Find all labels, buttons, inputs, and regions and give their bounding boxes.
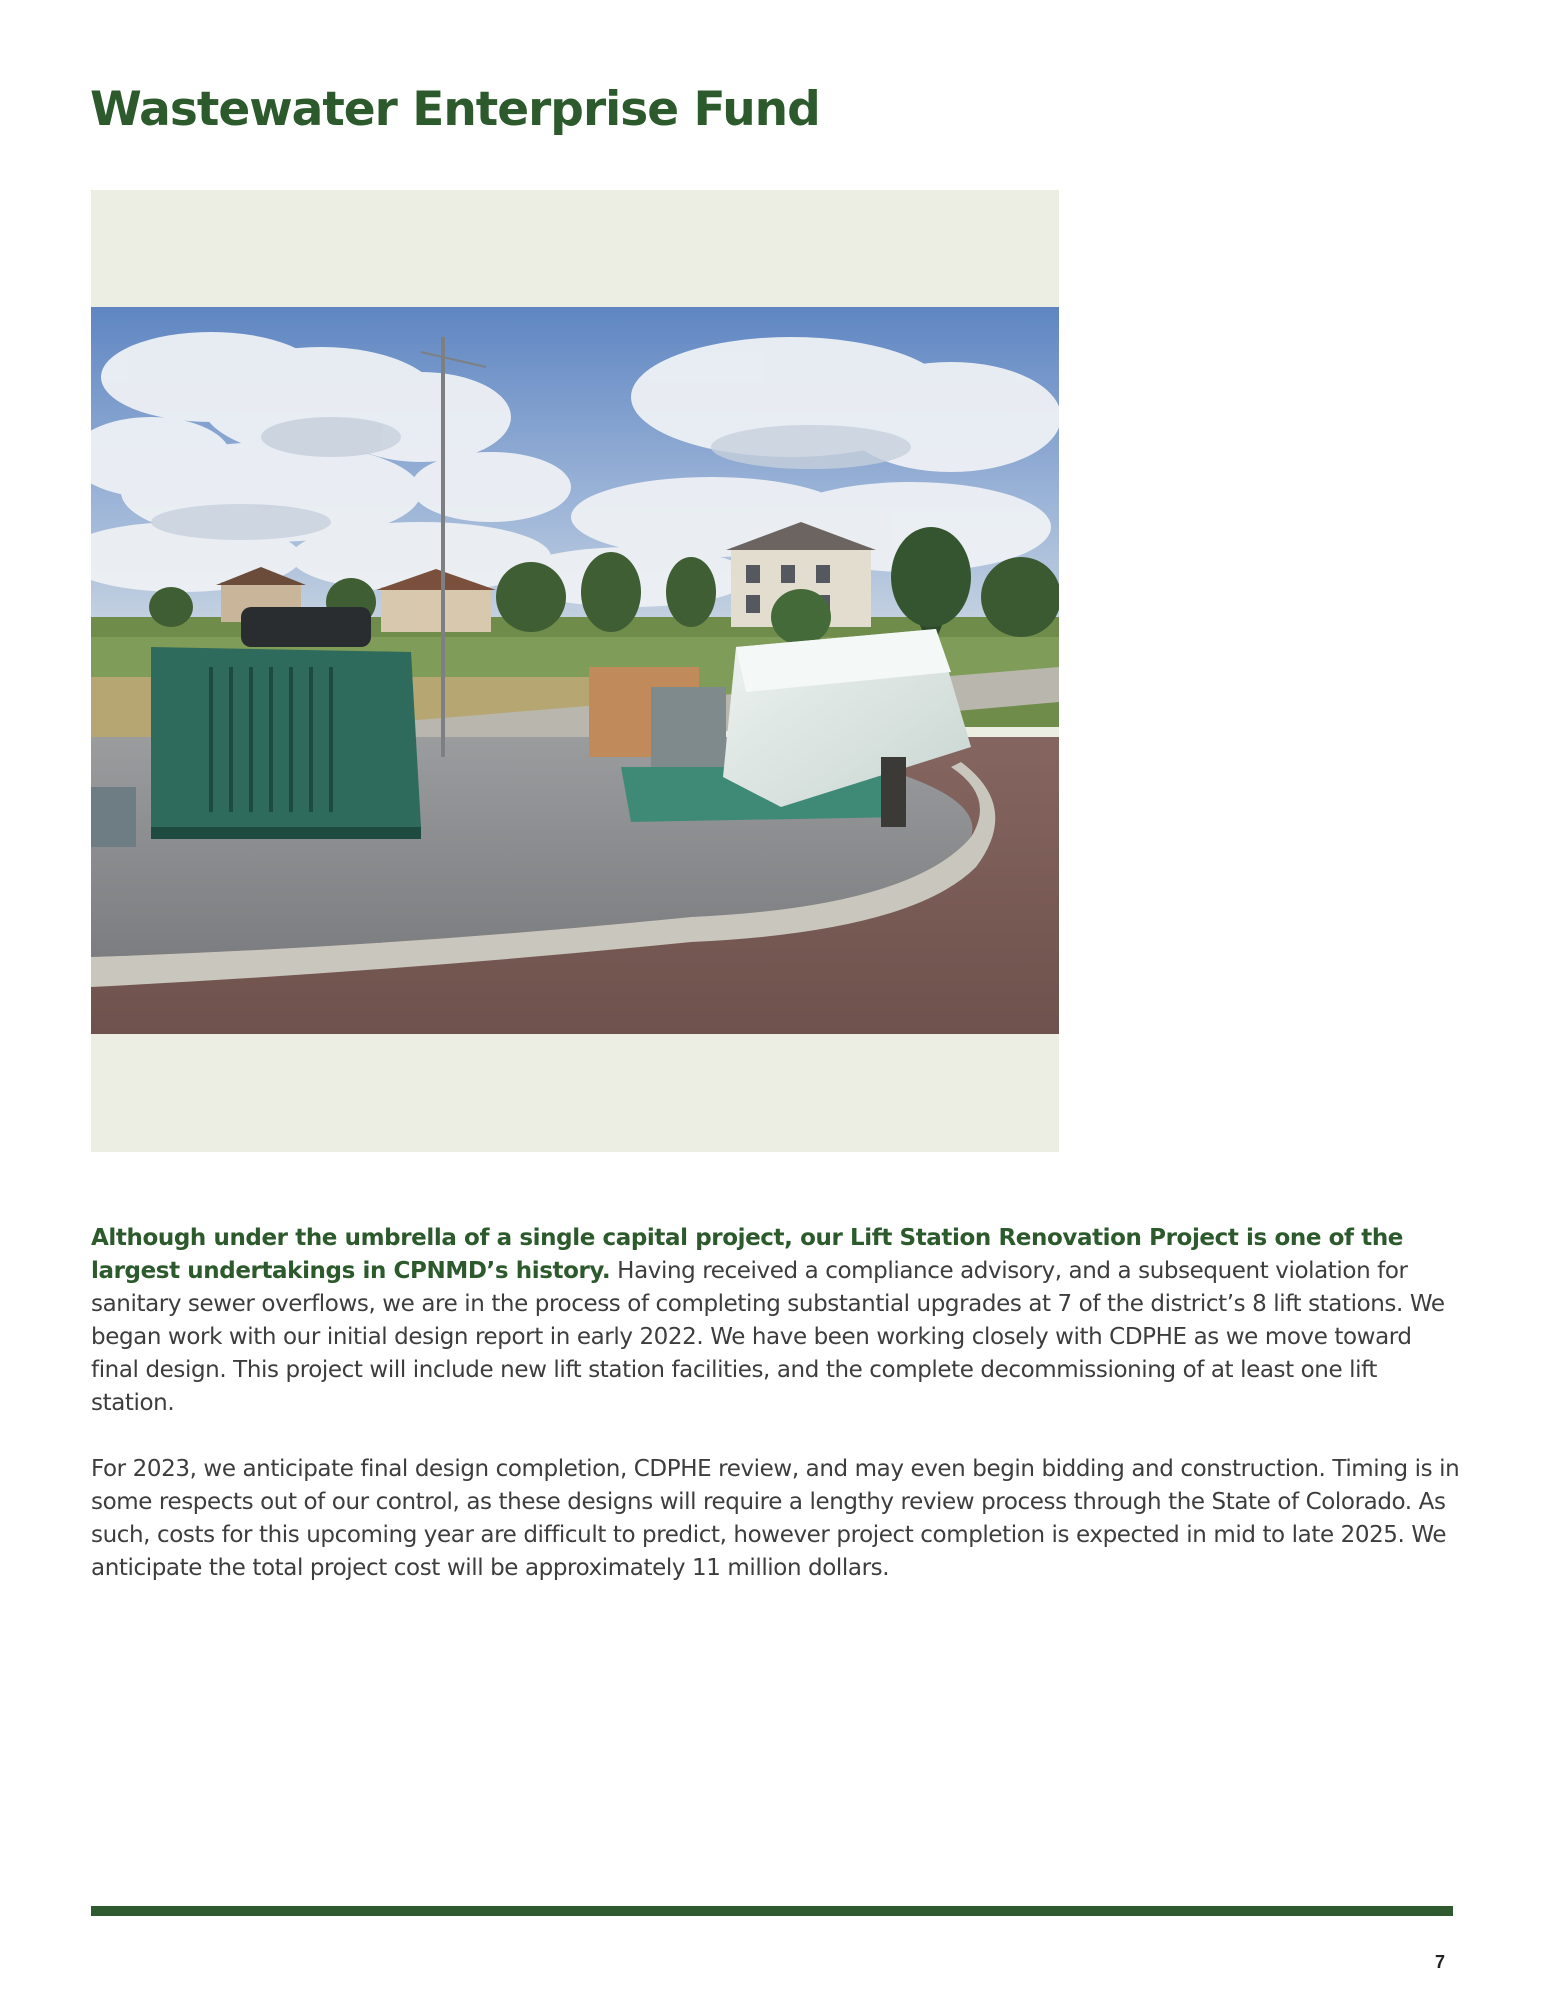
page-number: 7 [1435,1952,1446,1972]
paragraph-1-body: Having received a compliance advisory, and a subsequent violation for sanitary sewer overflows, we are in the process of completing substantial upgrades at 7 of the district’s 8 lift stations. We began work with our initial design report in early 2022. We have been working closely with CDPHE as we move toward final design. This project will include new lift station facilities, and the complete decommissioning of at least one lift station. [91,1258,1445,1416]
photo-frame [91,190,1059,1152]
page-title: Wastewater Enterprise Fund [90,82,820,137]
paragraph-2: For 2023, we anticipate final design completion, CDPHE review, and may even begin bidding and construction. Timing is in some respects out of our control, as these designs will require a lengthy review process through the State of Colorado. As such, costs for this upcoming year are difficult to predict, however project completion is expected in mid to late 2025. We anticipate the total project cost will be approximately 11 million dollars. [91,1456,1460,1581]
paragraph-1 [91,1222,1461,1420]
lift-station-photo [91,307,1059,1034]
body-text [91,1222,1461,1618]
footer-rule [91,1906,1453,1916]
paragraph-1-lead: Although under the umbrella of a single capital project, our Lift Station Renovation Project is one of the largest undertakings in CPNMD’s history. [91,1225,1404,1284]
